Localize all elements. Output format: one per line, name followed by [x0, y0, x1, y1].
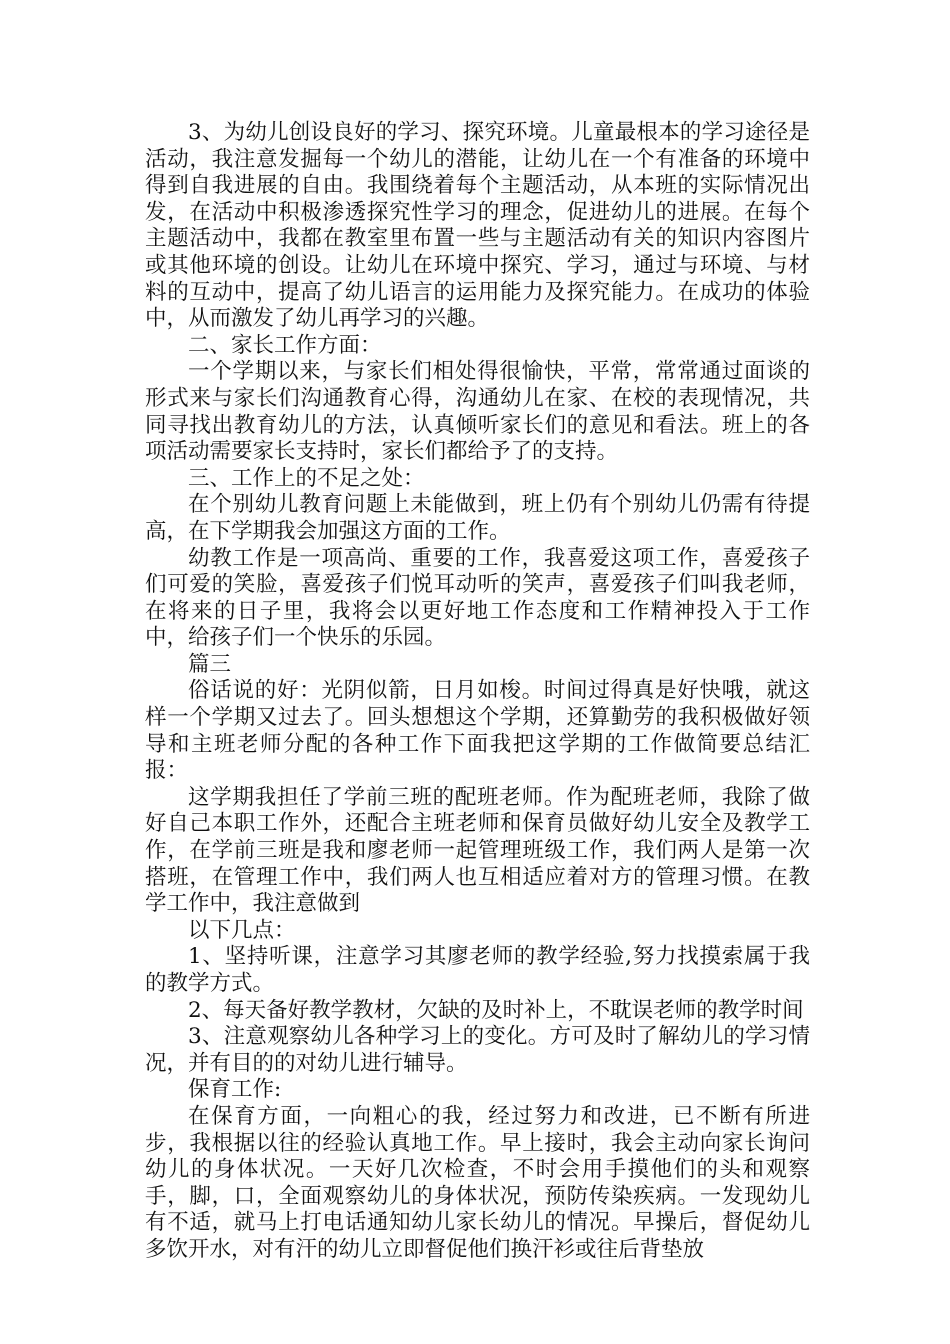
list-item-2: 2、每天备好教学教材，欠缺的及时补上，不耽误老师的教学时间	[188, 997, 804, 1023]
list-item-3: 3、注意观察幼儿各种学习上的变化。方可及时了解幼儿的学习情况，并有目的的对幼儿进行辅导。	[145, 1024, 810, 1076]
paragraph-assistant-teacher: 这学期我担任了学前三班的配班老师。作为配班老师，我除了做好自己本职工作外，还配合主班老师和保育员做好幼儿安全及教学工作，在学前三班是我和廖老师一起管理班级工作，我们两人是第一次搭班，在管理工作中，我们两人也互相适应着对方的管理习惯。在教学工作中，我注意做到	[145, 784, 810, 917]
list-item-1: 1、坚持听课，注意学习其廖老师的教学经验,努力找摸索属于我的教学方式。	[145, 944, 810, 996]
heading-care-work: 保育工作:	[188, 1077, 282, 1103]
document-body	[145, 120, 810, 1264]
paragraph-following-points: 以下几点：	[188, 917, 296, 943]
paragraph-proverb: 俗话说的好：光阴似箭，日月如梭。时间过得真是好快哦，就这样一个学期又过去了。回头想想这个学期，还算勤劳的我积极做好领导和主班老师分配的各种工作下面我把这学期的工作做简要总结汇报：	[145, 678, 810, 784]
heading-part-three: 篇三	[188, 651, 232, 677]
paragraph-closing: 幼教工作是一项高尚、重要的工作，我喜爱这项工作，喜爱孩子们可爱的笑脸，喜爱孩子们悦耳动听的笑声，喜爱孩子们叫我老师，在将来的日子里，我将会以更好地工作态度和工作精神投入于工作中，给孩子们一个快乐的乐园。	[145, 545, 810, 651]
heading-shortcomings: 三、工作上的不足之处：	[188, 465, 425, 491]
heading-parent-work: 二、家长工作方面：	[188, 332, 382, 358]
paragraph-parent-work: 一个学期以来，与家长们相处得很愉快，平常，常常通过面谈的形式来与家长们沟通教育心得，沟通幼儿在家、在校的表现情况，共同寻找出教育幼儿的方法，认真倾听家长们的意见和看法。班上的各项活动需要家长支持时，家长们都给予了的支持。	[145, 359, 810, 465]
paragraph-care-work: 在保育方面，一向粗心的我，经过努力和改进，已不断有所进步，我根据以往的经验认真地工作。早上接时，我会主动向家长询问幼儿的身体状况。一天好几次检查，不时会用手摸他们的头和观察手，脚，口，全面观察幼儿的身体状况，预防传染疾病。一发现幼儿有不适，就马上打电话通知幼儿家长幼儿的情况。早操后，督促幼儿多饮开水，对有汗的幼儿立即督促他们换汗衫或往后背垫放	[145, 1103, 810, 1262]
paragraph-environment: 3、为幼儿创设良好的学习、探究环境。儿童最根本的学习途径是活动，我注意发掘每一个幼儿的潜能，让幼儿在一个有准备的环境中得到自我进展的自由。我围绕着每个主题活动，从本班的实际情况出发，在活动中积极渗透探究性学习的理念，促进幼儿的进展。在每个主题活动中，我都在教室里布置一些与主题活动有关的知识内容图片或其他环境的创设。让幼儿在环境中探究、学习，通过与环境、与材料的互动中，提高了幼儿语言的运用能力及探究能力。在成功的体验中，从而激发了幼儿再学习的兴趣。	[145, 120, 810, 332]
paragraph-shortcomings: 在个别幼儿教育问题上未能做到，班上仍有个别幼儿仍需有待提高，在下学期我会加强这方面的工作。	[145, 492, 810, 544]
